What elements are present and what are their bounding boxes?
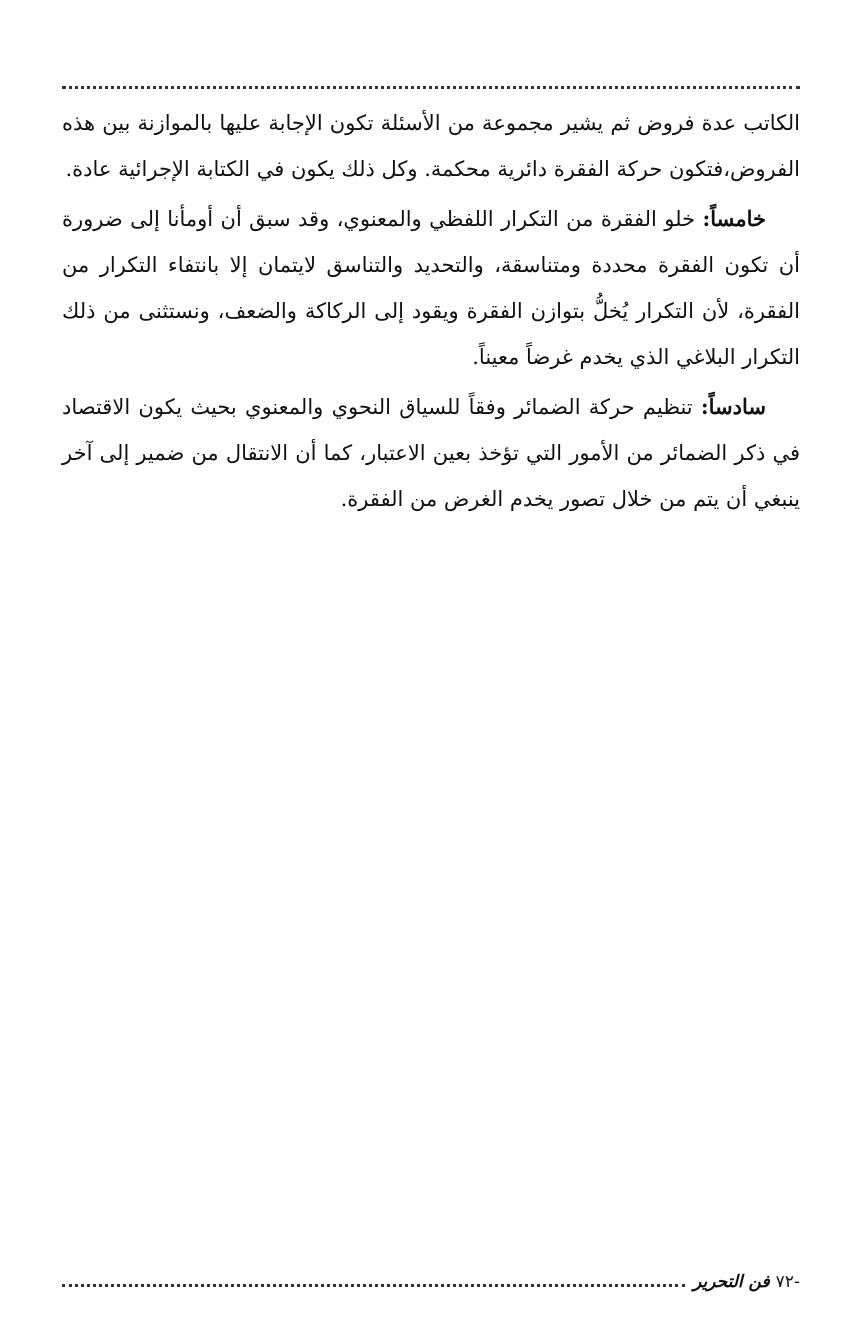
paragraph-lead: خامساً: bbox=[702, 206, 766, 231]
paragraph-text: تنظيم حركة الضمائر وفقاً للسياق النحوي والمعنوي بحيث يكون الاقتصاد في ذكر الضمائر من الأمور التي تؤخذ بعين الاعتبار، كما أن الانتقال من ضمير إلى آخر ينبغي أن يتم من خلال تصور يخدم الغرض من الفقرة. bbox=[62, 395, 800, 511]
body-text bbox=[62, 100, 800, 526]
paragraph-lead: سادساً: bbox=[700, 394, 766, 419]
paragraph-sixth bbox=[62, 384, 800, 522]
bottom-dotted-rule bbox=[62, 1284, 685, 1287]
paragraph-text: الكاتب عدة فروض ثم يشير مجموعة من الأسئلة تكون الإجابة عليها بالموازنة بين هذه الفروض،فتكون حركة الفقرة دائرية محكمة. وكل ذلك يكون في الكتابة الإجرائية عادة. bbox=[62, 111, 800, 181]
top-dotted-rule bbox=[62, 86, 800, 89]
paragraph-fifth bbox=[62, 196, 800, 380]
page-footer bbox=[62, 1268, 800, 1296]
paragraph-text: خلو الفقرة من التكرار اللفظي والمعنوي، وقد سبق أن أومأنا إلى ضرورة أن تكون الفقرة محددة ومتناسقة، والتحديد والتناسق لايتمان إلا بانتفاء التكرار من الفقرة، لأن التكرار يُخلُّ بتوازن الفقرة ويقود إلى الركاكة والضعف، ونستثنى من ذلك التكرار البلاغي الذي يخدم غرضاً معيناً. bbox=[62, 207, 800, 369]
book-title: فن التحرير bbox=[693, 1272, 770, 1292]
page-number: -٧٢ bbox=[775, 1272, 800, 1292]
paragraph-continuation bbox=[62, 100, 800, 192]
